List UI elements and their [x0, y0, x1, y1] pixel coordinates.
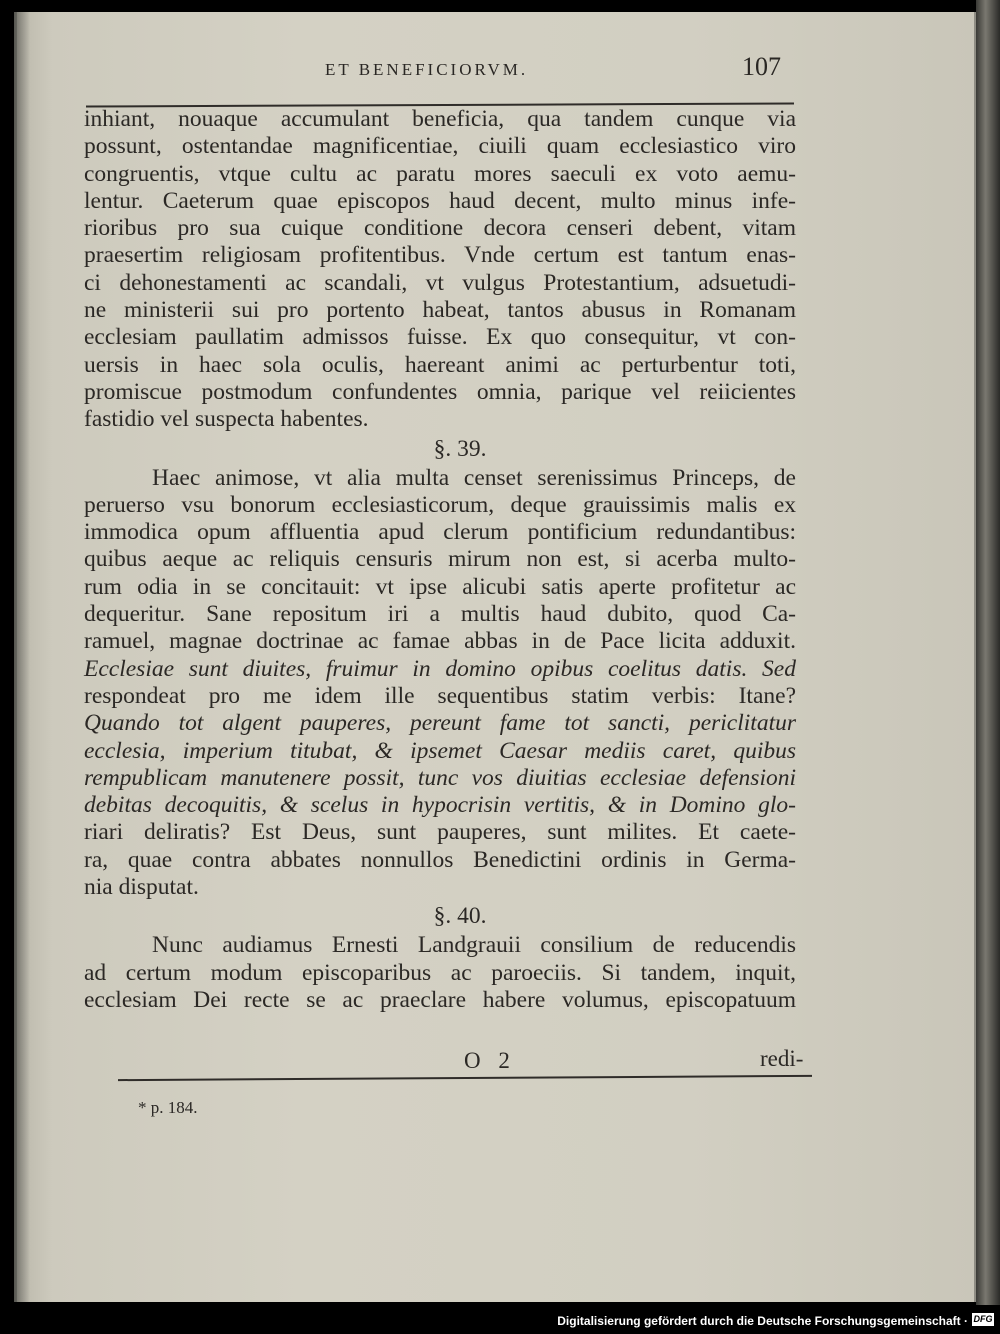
text-line: ra, quae contra abbates nonnullos Benedictini ordinis in Germa-	[84, 846, 796, 873]
paragraph-1	[84, 106, 796, 434]
text-line: ci dehonestamenti ac scandali, vt vulgus Protestantium, adsuetudi-	[84, 269, 796, 296]
text-line: ecclesiam paullatim admissos fuisse. Ex quo consequitur, vt con-	[84, 324, 796, 351]
text-line: debitas decoquitis, & scelus in hypocrisin vertitis, & in Domino glo-	[84, 792, 796, 819]
page-edge	[976, 0, 1000, 1305]
text-line: promiscue postmodum confundentes omnia, parique vel reiicientes	[84, 378, 796, 405]
paragraph-2	[84, 465, 796, 902]
running-head: ET BENEFICIORVM.	[325, 60, 529, 79]
text-line: possunt, ostentandae magnificentiae, ciuili quam ecclesiastico viro	[84, 133, 796, 160]
text-line: praesertim religiosam profitentibus. Vnde certum est tantum enas-	[84, 242, 796, 269]
section-heading-39: §. 39.	[433, 435, 487, 462]
text-line: uersis in haec sola oculis, haereant animi ac perturbentur toti,	[84, 351, 796, 378]
text-line: Haec animose, vt alia multa censet serenissimus Princeps, de	[152, 464, 796, 491]
catchword: redi-	[760, 1046, 804, 1071]
page-header	[70, 46, 810, 96]
text-line: inhiant, nouaque accumulant beneficia, qua tandem cunque via	[84, 106, 796, 132]
page-number: 107	[742, 52, 781, 81]
signature-mark: O 2	[464, 1048, 516, 1073]
text-line: lentur. Caeterum quae episcopos haud decent, multo minus infe-	[84, 187, 796, 214]
digitization-footer	[0, 1305, 1000, 1334]
text-line: ad certum modum episcoparibus ac paroeciis. Si tandem, inquit,	[84, 959, 796, 986]
text-line: riari deliratis? Est Deus, sunt pauperes, sunt milites. Et caete-	[84, 819, 796, 846]
text-line: ecclesiam Dei recte se ac praeclare habere volumus, episcopatuum	[84, 986, 796, 1013]
text-line: ecclesia, imperium titubat, & ipsemet Caesar mediis caret, quibus	[84, 737, 796, 764]
section-heading-40: §. 40.	[433, 903, 487, 930]
text-line: rioribus pro sua cuique conditione decora censeri debent, vitam	[84, 215, 796, 242]
text-line: immodica opum affluentia apud clerum pontificium redundantibus:	[84, 519, 796, 546]
text-line: rempublicam manutenere possit, tunc vos diuitias ecclesiae defensioni	[84, 764, 796, 791]
text-line: dequeritur. Sane repositum iri a multis haud dubito, quod Ca-	[84, 601, 796, 628]
text-line: rum odia in se concitauit: vt ipse alicubi satis aperte profitetur ac	[84, 573, 796, 600]
funding-notice: Digitalisierung gefördert durch die Deutsche Forschungsgemeinschaft ·	[557, 1314, 968, 1328]
dfg-logo: DFG	[973, 1314, 993, 1324]
text-line: Ecclesiae sunt diuites, fruimur in domino opibus coelitus datis. Sed	[84, 655, 796, 682]
paragraph-3	[84, 932, 796, 1014]
text-line: fastidio vel suspecta habentes.	[84, 406, 369, 433]
text-line: ramuel, magnae doctrinae ac famae abbas in de Pace licita adduxit.	[84, 628, 796, 655]
text-line: peruerso vsu bonorum ecclesiasticorum, deque grauissimis malis ex	[84, 491, 796, 518]
text-line: Quando tot algent pauperes, pereunt fame tot sancti, periclitatur	[84, 710, 796, 737]
text-line: ne ministerii sui pro portento habeat, tantos abusus in Romanam	[84, 297, 796, 324]
text-line: Nunc audiamus Ernesti Landgrauii consilium de reducendis	[152, 932, 796, 959]
text-line: quibus aeque ac reliquis censuris mirum non est, si acerba multo-	[84, 546, 796, 573]
text-line: nia disputat.	[84, 874, 199, 901]
body-text	[84, 106, 796, 1014]
footnote: * p. 184.	[138, 1098, 198, 1117]
text-line: congruentis, vtque cultu ac paratu mores saeculi ex voto aemu-	[84, 160, 796, 187]
text-line: respondeat pro me idem ille sequentibus statim verbis: Itane?	[84, 682, 796, 709]
